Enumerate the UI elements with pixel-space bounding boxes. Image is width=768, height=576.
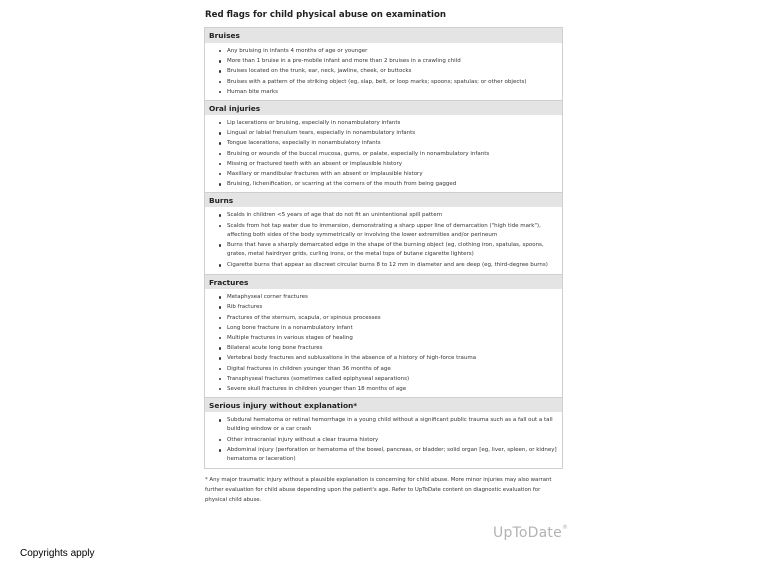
list-item: Digital fractures in children younger than 36 months of age bbox=[219, 364, 558, 374]
list-item: Cigarette burns that appear as discreet circular burns 8 to 12 mm in diameter and are deep (eg, third-degree burns) bbox=[219, 260, 558, 271]
section-header: Oral injuries bbox=[205, 100, 562, 115]
list-item: Missing or fractured teeth with an absent or implausible history bbox=[219, 159, 558, 169]
section-serious-injury bbox=[205, 397, 562, 468]
item-list bbox=[205, 412, 562, 468]
item-list bbox=[205, 115, 562, 192]
section-header: Burns bbox=[205, 192, 562, 207]
registered-mark: ® bbox=[561, 524, 569, 531]
footnote: * Any major traumatic injury without a plausible explanation is concerning for child abuse. More minor injuries may also warrant further evaluation for child abuse depending upon the patient's age. Refer to UpToDate content on diagnostic evaluation for physical child abuse. bbox=[205, 477, 552, 503]
list-item: Other intracranial injury without a clear trauma history bbox=[219, 435, 558, 445]
list-item: Scalds in children <5 years of age that do not fit an unintentional spill pattern bbox=[219, 210, 558, 220]
section-fractures bbox=[205, 274, 562, 397]
list-item: Scalds from hot tap water due to immersion, demonstrating a sharp upper line of demarcation ("high tide mark"), affecting both sides of the body symmetrically or involving the lower extremities and/or perineum bbox=[219, 221, 558, 241]
list-item: Lingual or labial frenulum tears, especially in nonambulatory infants bbox=[219, 128, 558, 138]
item-list bbox=[205, 289, 562, 397]
section-oral-injuries bbox=[205, 100, 562, 192]
list-item: Transphyseal fractures (sometimes called epiphyseal separations) bbox=[219, 374, 558, 384]
list-item: Fractures of the sternum, scapula, or spinous processes bbox=[219, 313, 558, 323]
list-item: Bruises located on the trunk, ear, neck, jawline, cheek, or buttocks bbox=[219, 66, 558, 76]
list-item: Severe skull fractures in children younger than 18 months of age bbox=[219, 384, 558, 394]
list-item: Burns that have a sharply demarcated edge in the shape of the burning object (eg, clothing iron, spatulas, spoons, grates, metal hairdryer grids, curling irons, or the metal tops of butane cigarette lighters) bbox=[219, 240, 558, 260]
item-list bbox=[205, 43, 562, 100]
list-item: Vertebral body fractures and subluxations in the absence of a history of high-force trauma bbox=[219, 353, 558, 363]
list-item: Bruising or wounds of the buccal mucosa, gums, or palate, especially in nonambulatory infants bbox=[219, 149, 558, 159]
brand-name: UpToDate bbox=[493, 525, 562, 541]
list-item: More than 1 bruise in a pre-mobile infant and more than 2 bruises in a crawling child bbox=[219, 56, 558, 66]
section-burns bbox=[205, 192, 562, 274]
section-header: Fractures bbox=[205, 274, 562, 289]
copyright-notice: Copyrights apply bbox=[20, 548, 95, 559]
list-item: Subdural hematoma or retinal hemorrhage in a young child without a significant public trauma such as a fall out a tall building window or a car crash bbox=[219, 415, 558, 435]
list-item: Bruising, lichenification, or scarring at the corners of the mouth from being gagged bbox=[219, 179, 558, 189]
item-list bbox=[205, 207, 562, 274]
list-item: Tongue lacerations, especially in nonambulatory infants bbox=[219, 138, 558, 148]
list-item: Maxillary or mandibular fractures with an absent or implausible history bbox=[219, 169, 558, 179]
list-item: Rib fractures bbox=[219, 302, 558, 312]
list-item: Bruises with a pattern of the striking object (eg, slap, belt, or loop marks; spoons; spatulas; or other objects) bbox=[219, 77, 558, 87]
list-item: Any bruising in infants 4 months of age or younger bbox=[219, 46, 558, 56]
list-item: Human bite marks bbox=[219, 87, 558, 97]
list-item: Multiple fractures in various stages of healing bbox=[219, 333, 558, 343]
list-item: Long bone fracture in a nonambulatory infant bbox=[219, 323, 558, 333]
document-title: Red flags for child physical abuse on examination bbox=[205, 10, 446, 20]
list-item: Metaphyseal corner fractures bbox=[219, 292, 558, 302]
list-item: Abdominal injury (perforation or hematoma of the bowel, pancreas, or bladder; solid organ [eg, liver, spleen, or kidney] hematoma or laceration) bbox=[219, 445, 558, 465]
list-item: Bilateral acute long bone fractures bbox=[219, 343, 558, 353]
section-header: Serious injury without explanation* bbox=[205, 397, 562, 412]
section-header: Bruises bbox=[205, 28, 562, 43]
list-item: Lip lacerations or bruising, especially in nonambulatory infants bbox=[219, 118, 558, 128]
red-flags-table bbox=[204, 27, 563, 469]
section-bruises bbox=[205, 28, 562, 100]
uptodate-logo bbox=[493, 525, 568, 541]
